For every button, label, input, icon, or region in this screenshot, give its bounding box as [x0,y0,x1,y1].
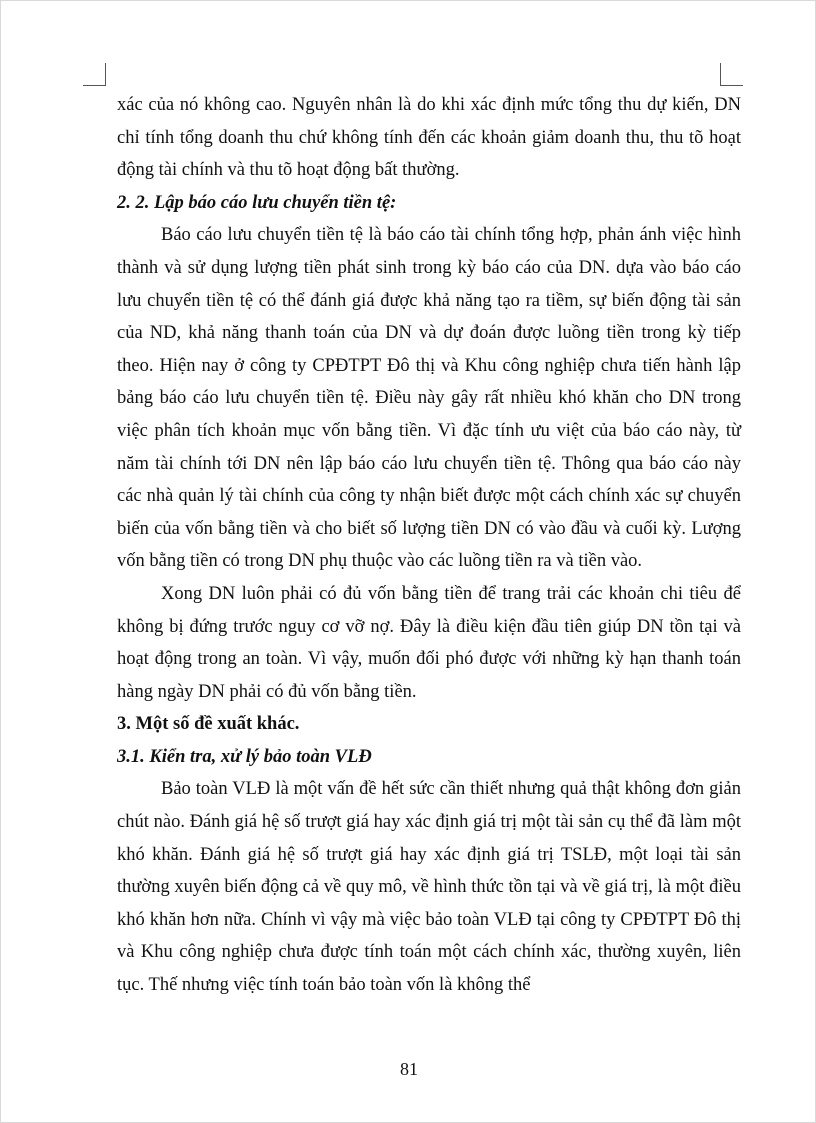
section-heading-3: 3. Một số đề xuất khác. [117,714,300,735]
paragraph-continuation: xác của nó không cao. Nguyên nhân là do khi xác định mức tổng thu dự kiến, DN chỉ tính tổng doanh thu chứ không tính đến các khoản giảm doanh thu, thu tõ hoạt động tài chính và thu tõ hoạt động bất thường. [117,95,741,181]
paragraph-cash-flow-report: Báo cáo lưu chuyển tiền tệ là báo cáo tài chính tổng hợp, phản ánh việc hình thành và sử dụng lượng tiền phát sinh trong kỳ báo cáo của DN. dựa vào báo cáo lưu chuyển tiền tệ có thể đánh giá được khả năng tạo ra tiềm, sự biến động tài sản của ND, khả năng thanh toán của DN và dự đoán được luồng tiền trong kỳ tiếp theo. Hiện nay ở công ty CPĐTPT Đô thị và Khu công nghiệp chưa tiến hành lập bảng báo cáo lưu chuyển tiền tệ. Điều này gây rất nhiều khó khăn cho DN trong việc phân tích khoản mục vốn bằng tiền. Vì đặc tính ưu việt của báo cáo này, từ năm tài chính tới DN nên lập báo cáo lưu chuyển tiền tệ. Thông qua báo cáo này các nhà quản lý tài chính của công ty nhận biết được một cách chính xác sự chuyển biến của vốn bằng tiền và cho biết số lượng tiền DN có vào đầu và cuối kỳ. Lượng vốn bằng tiền có trong DN phụ thuộc vào các luồng tiền ra và tiền vào. [117,225,741,572]
page-body [117,89,741,1002]
paragraph-capital-preservation: Bảo toàn VLĐ là một vấn đề hết sức cần thiết nhưng quả thật không đơn giản chút nào. Đánh giá hệ số trượt giá hay xác định giá trị một tài sản cụ thể đã làm một khó khăn. Đánh giá hệ số trượt giá hay xác định giá trị TSLĐ, một loại tài sản thường xuyên biến động cả về quy mô, về hình thức tồn tại và về giá trị, là một điều khó khăn hơn nữa. Chính vì vậy mà việc bảo toàn VLĐ tại công ty CPĐTPT Đô thị và Khu công nghiệp chưa được tính toán một cách chính xác, thường xuyên, liên tục. Thế nhưng việc tính toán bảo toàn vốn là không thể [117,779,741,996]
section-heading-2-2: 2. 2. Lập báo cáo lưu chuyển tiền tệ: [117,192,397,213]
section-heading-3-1: 3.1. Kiển tra, xử lý bảo toàn VLĐ [117,746,372,767]
paragraph-cash-sufficiency: Xong DN luôn phải có đủ vốn bằng tiền để trang trải các khoản chi tiêu để không bị đứng trước nguy cơ vỡ nợ. Đây là điều kiện đầu tiên giúp DN tồn tại và hoạt động trong an toàn. Vì vậy, muốn đối phó được với những kỳ hạn thanh toán hàng ngày DN phải có đủ vốn bằng tiền. [117,583,741,702]
page-number: 81 [400,1059,418,1079]
crop-mark-top-right [720,63,743,86]
crop-mark-top-left [83,63,106,86]
